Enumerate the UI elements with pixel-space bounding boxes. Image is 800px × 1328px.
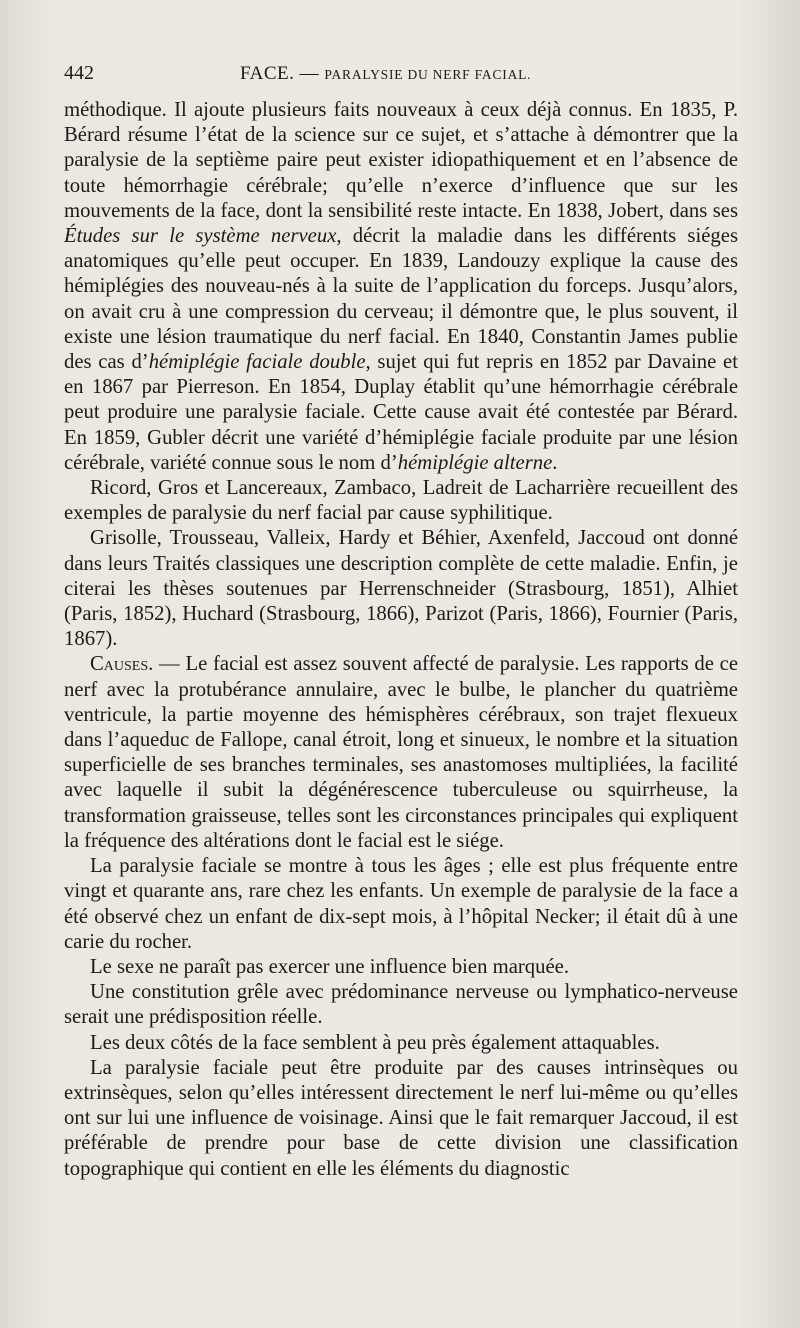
paragraph bbox=[64, 652, 738, 854]
paragraph bbox=[64, 476, 738, 526]
text-run: . bbox=[552, 451, 558, 474]
text-run: La paralysie faciale peut être produite par des causes intrinsèques ou extrinsèques, selon qu’elles intéressent directement le nerf lui-même ou qu’elles ont sur lui une influence de voisinage. Ainsi que le fait remarquer Jaccoud, il est préférable de prendre pour base de cette division une classification topographique qui contient en elle les éléments du diagnostic bbox=[64, 1056, 738, 1180]
text-run: Une constitution grêle avec prédominance nerveuse ou lymphatico-nerveuse serait une prédisposition réelle. bbox=[64, 981, 738, 1029]
italic-text: hémiplégie alterne bbox=[397, 451, 553, 474]
running-title-main: FACE. — bbox=[240, 63, 325, 84]
paragraph bbox=[64, 526, 738, 652]
page-number: 442 bbox=[64, 62, 94, 84]
text-run: , sujet qui fut repris en 1852 par Davaine et en 1867 par Pierreson. En 1854, Duplay établit qu’une hémorrhagie cérébrale peut produire une paralysie faciale. Cette cause avait été contestée par Bérard. En 1859, Gubler décrit une variété d’hémiplégie faciale produite par une lésion cérébrale, variété connue sous le nom d’ bbox=[64, 351, 738, 474]
text-run: La paralysie faciale se montre à tous les âges ; elle est plus fréquente entre vingt et quarante ans, rare chez les enfants. Un exemple de paralysie de la face a été observé chez un enfant de dix-sept mois, à l’hôpital Necker; il était dû à une carie du rocher. bbox=[64, 855, 738, 953]
running-title-sub: PARALYSIE DU NERF FACIAL. bbox=[324, 67, 532, 82]
text-run: méthodique. Il ajoute plusieurs faits nouveaux à ceux déjà connus. En 1835, P. Bérard résume l’état de la science sur ce sujet, et s’attache à démontrer que la paralysie de la septième paire peut exister idiopathiquement et en l’absence de toute hémorrhagie cérébrale; qu’elle n’exerce d’influence que sur les mouvements de la face, dont la sensibilité reste intacte. En 1838, Jobert, dans ses bbox=[64, 99, 738, 222]
running-title bbox=[240, 63, 531, 85]
text-run: Les deux côtés de la face semblent à peu près également attaquables. bbox=[90, 1031, 660, 1054]
paragraph bbox=[64, 955, 738, 980]
text-run: Le sexe ne paraît pas exercer une influence bien marquée. bbox=[90, 955, 570, 978]
paragraph bbox=[64, 98, 738, 476]
paragraph bbox=[64, 980, 738, 1030]
paragraph bbox=[64, 1031, 738, 1056]
italic-text: Études sur le système nerveux bbox=[64, 225, 337, 248]
paragraph bbox=[64, 1056, 738, 1182]
italic-text: hémiplégie faciale double bbox=[148, 351, 366, 374]
text-run: Grisolle, Trousseau, Valleix, Hardy et Béhier, Axenfeld, Jaccoud ont donné dans leurs Traités classiques une description complète de cette maladie. Enfin, je citerai les thèses soutenues par Herrenschneider (Strasbourg, 1851), Alhiet (Paris, 1852), Huchard (Strasbourg, 1866), Parizot (Paris, 1866), Fournier (Paris, 1867). bbox=[64, 527, 738, 651]
text-run: Ricord, Gros et Lancereaux, Zambaco, Ladreit de Lacharrière recueillent des exemples de paralysie du nerf facial par cause syphilitique. bbox=[64, 477, 738, 525]
text-run: , décrit la maladie dans les différents siéges anatomiques qu’elle peut occuper. En 1839, Landouzy explique la cause des hémiplégies des nouveau-nés à la suite de l’application du forceps. Jusqu’alors, on avait cru à une compression du cerveau; il démontre que, le plus souvent, il existe une lésion traumatique du nerf facial. En 1840, Constantin James publie des cas d’ bbox=[64, 225, 738, 374]
paragraph bbox=[64, 854, 738, 955]
text-run: — Le facial est assez souvent affecté de paralysie. Les rapports de ce nerf avec la protubérance annulaire, avec le bulbe, le plancher du quatrième ventricule, la partie moyenne des hémisphères cérébraux, son trajet flexueux dans l’aqueduc de Fallope, canal étroit, long et sinueux, le nombre et la situation superficielle de ses branches terminales, ses anastomoses multipliées, la facilité avec laquelle il subit la dégénérescence tuberculeuse ou squirrheuse, la transformation graisseuse, telles sont les circonstances principales qui expliquent la fréquence des altérations dont le facial est le siége. bbox=[64, 653, 738, 852]
section-heading: Causes. bbox=[90, 653, 154, 676]
page-header bbox=[64, 62, 738, 92]
body-text bbox=[64, 98, 738, 1182]
